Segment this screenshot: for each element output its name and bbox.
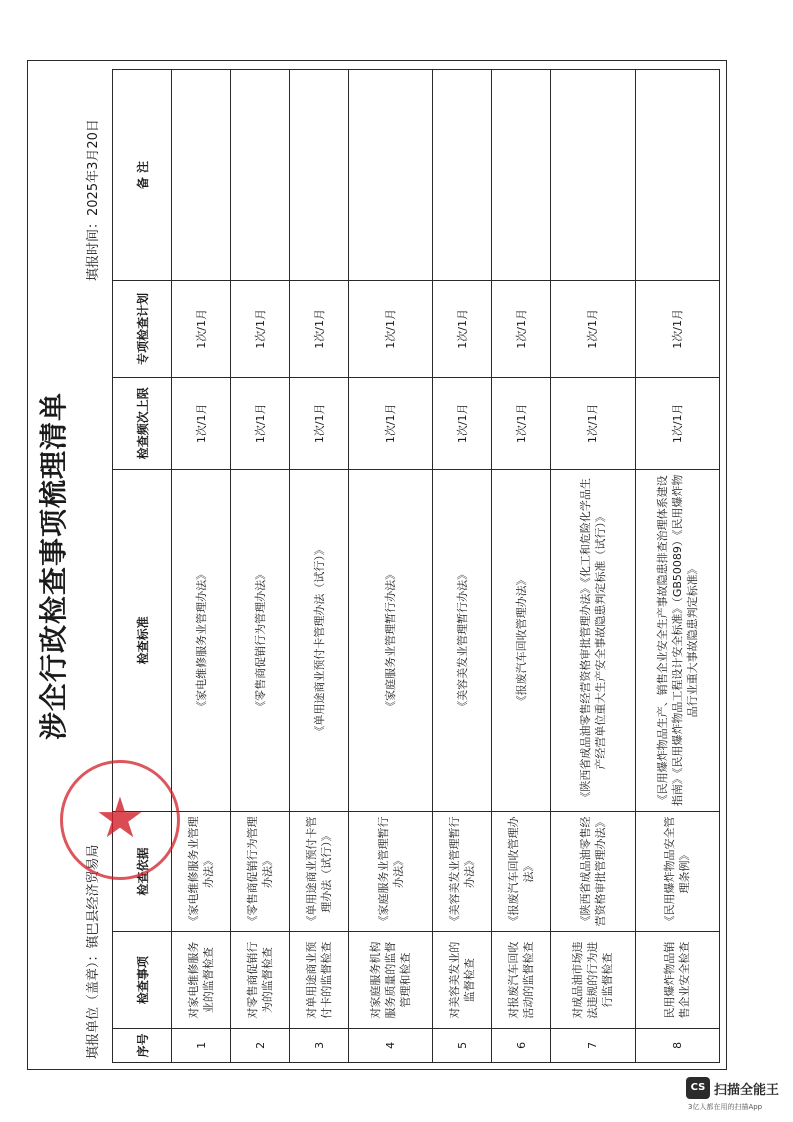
cell-standard: 《民用爆炸物品生产、销售企业安全生产事故隐患排查治理体系建设指南》《民用爆炸物品工程设计安全标准》（GB50089）《民用爆炸物品行业重大事故隐患判定标准》 (635, 470, 719, 812)
cell-frequency: 1次/1月 (492, 377, 551, 469)
cell-note (172, 70, 231, 281)
unit-name: 镇巴县经济贸易局 (86, 844, 101, 949)
cell-plan: 1次/1月 (172, 281, 231, 377)
watermark-app-name: 扫描全能王 (714, 1083, 780, 1098)
unit-label: 填报单位（盖章）： (86, 948, 101, 1059)
document-sheet (27, 60, 727, 1070)
cell-basis: 《家庭服务业管理暂行办法》 (349, 811, 433, 932)
cell-basis: 《民用爆炸物品安全管理条例》 (635, 811, 719, 932)
header-note: 备 注 (113, 70, 172, 281)
cell-basis: 《报废汽车回收管理办法》 (492, 811, 551, 932)
cell-no: 5 (433, 1028, 492, 1062)
cell-standard: 《单用途商业预付卡管理办法（试行）》 (290, 470, 349, 812)
cell-basis: 《陕西省成品油零售经营资格审批管理办法》 (551, 811, 635, 932)
table-row (492, 70, 551, 1063)
cell-plan: 1次/1月 (635, 281, 719, 377)
cell-frequency: 1次/1月 (349, 377, 433, 469)
cell-no: 8 (635, 1028, 719, 1062)
document-title: 涉企行政检查事项梳理清单 (37, 392, 70, 741)
time-label: 填报时间： (86, 215, 101, 281)
header-basis: 检查依据 (113, 811, 172, 932)
cell-item: 对成品油市场违法违规的行为进行监督检查 (551, 932, 635, 1028)
cell-frequency: 1次/1月 (551, 377, 635, 469)
cell-no: 3 (290, 1028, 349, 1062)
header-no: 序号 (113, 1028, 172, 1062)
cell-plan: 1次/1月 (492, 281, 551, 377)
cell-basis: 《零售商促销行为管理办法》 (231, 811, 290, 932)
time-value: 2025年3月20日 (86, 119, 101, 216)
cell-item: 民用爆炸物品销售企业安全检查 (635, 932, 719, 1028)
camscanner-logo-icon: CS (686, 1077, 710, 1099)
cell-note (551, 70, 635, 281)
table-row (290, 70, 349, 1063)
cell-item: 对零售商促销行为的监督检查 (231, 932, 290, 1028)
cell-standard: 《零售商促销行为管理办法》 (231, 470, 290, 812)
cell-note (492, 70, 551, 281)
cell-basis: 《单用途商业预付卡管理办法（试行）》 (290, 811, 349, 932)
cell-no: 2 (231, 1028, 290, 1062)
cell-standard: 《报废汽车回收管理办法》 (492, 470, 551, 812)
header-item: 检查事项 (113, 932, 172, 1028)
cell-plan: 1次/1月 (231, 281, 290, 377)
inspection-table (112, 69, 720, 1063)
cell-item: 对美容美发业的监督检查 (433, 932, 492, 1028)
scanner-watermark (686, 1077, 786, 1117)
seal-star-icon: ★ (94, 786, 146, 851)
cell-plan: 1次/1月 (551, 281, 635, 377)
table-row (231, 70, 290, 1063)
cell-basis: 《美容美发业管理暂行办法》 (433, 811, 492, 932)
table-row (635, 70, 719, 1063)
table-header-row (113, 70, 172, 1063)
cell-plan: 1次/1月 (290, 281, 349, 377)
watermark-tagline: 3亿人都在用的扫描App (688, 1103, 763, 1111)
cell-note (231, 70, 290, 281)
cell-note (290, 70, 349, 281)
cell-frequency: 1次/1月 (290, 377, 349, 469)
cell-note (349, 70, 433, 281)
cell-plan: 1次/1月 (433, 281, 492, 377)
cell-item: 对报废汽车回收活动的监督检查 (492, 932, 551, 1028)
cell-frequency: 1次/1月 (635, 377, 719, 469)
cell-no: 6 (492, 1028, 551, 1062)
cell-basis: 《家电维修服务业管理办法》 (172, 811, 231, 932)
rotated-content (28, 61, 728, 1071)
table-row (349, 70, 433, 1063)
cell-item: 对家庭服务机构服务质量的监督管理和检查 (349, 932, 433, 1028)
cell-item: 对单用途商业预付卡的监督检查 (290, 932, 349, 1028)
cell-no: 4 (349, 1028, 433, 1062)
cell-no: 7 (551, 1028, 635, 1062)
header-plan: 专项检查计划 (113, 281, 172, 377)
header-frequency: 检查频次上限 (113, 377, 172, 469)
table-row (433, 70, 492, 1063)
meta-line (80, 61, 108, 1071)
cell-note (635, 70, 719, 281)
cell-note (433, 70, 492, 281)
cell-standard: 《家电维修服务业管理办法》 (172, 470, 231, 812)
cell-standard: 《美容美发业管理暂行办法》 (433, 470, 492, 812)
cell-plan: 1次/1月 (349, 281, 433, 377)
cell-standard: 《家庭服务业管理暂行办法》 (349, 470, 433, 812)
time-field (80, 119, 108, 281)
table-row (172, 70, 231, 1063)
cell-item: 对家电维修服务业的监督检查 (172, 932, 231, 1028)
table-row (551, 70, 635, 1063)
official-seal (60, 760, 180, 880)
cell-frequency: 1次/1月 (172, 377, 231, 469)
cell-no: 1 (172, 1028, 231, 1062)
header-standard: 检查标准 (113, 470, 172, 812)
cell-standard: 《陕西省成品油零售经营资格审批管理办法》《化工和危险化学品生产经营单位重大生产安全事故隐患判定标准（试行）》 (551, 470, 635, 812)
cell-frequency: 1次/1月 (231, 377, 290, 469)
cell-frequency: 1次/1月 (433, 377, 492, 469)
